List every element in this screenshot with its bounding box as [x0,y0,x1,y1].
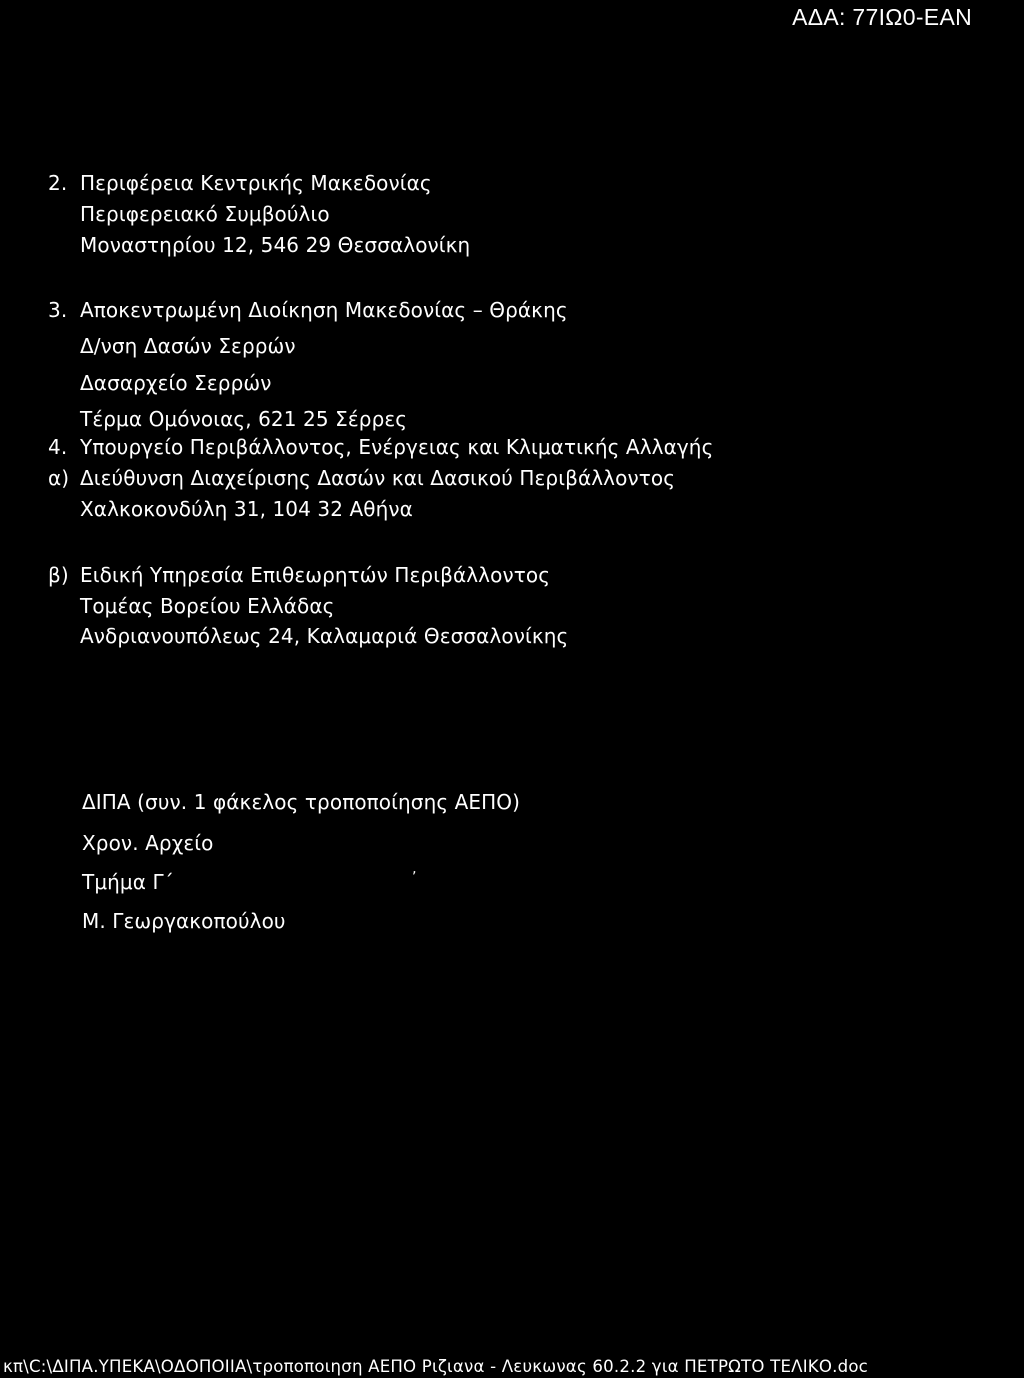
internal-distribution-1: ΔΙΠΑ (συν. 1 φάκελος τροποποίησης ΑΕΠΟ) [82,790,521,814]
ada-code: ΑΔΑ: 77ΙΩ0-ΕΑΝ [792,4,972,30]
recipient-4a-line-1: α) Διεύθυνση Διαχείρισης Δασών και Δασικού Περιβάλλοντος [48,466,676,490]
recipient-4a-line-2: Χαλκοκονδύλη 31, 104 32 Αθήνα [80,497,413,521]
recipient-3-line-4: Τέρμα Ομόνοιας, 621 25 Σέρρες [80,407,408,431]
recipient-3-line-3: Δασαρχείο Σερρών [80,371,272,395]
footer-file-path: κπ\C:\ΔΙΠΑ.ΥΠΕΚΑ\ΟΔΟΠΟΙΙΑ\τροποποιηση ΑΕΠΟ Ριζιανα - Λευκωνας 60.2.2 για ΠΕΤΡΩΤΟ ΤΕΛΙΚΟ.doc [3,1357,869,1376]
recipient-2-line-3: Μοναστηρίου 12, 546 29 Θεσσαλονίκη [80,233,471,257]
recipient-4b-line-3: Ανδριανουπόλεως 24, Καλαμαριά Θεσσαλονίκης [80,624,569,648]
internal-distribution-2: Χρον. Αρχείο [82,831,214,855]
recipient-2-line-1: 2. Περιφέρεια Κεντρικής Μακεδονίας [48,171,432,195]
recipient-2-line-2: Περιφερειακό Συμβούλιο [80,202,330,226]
recipient-4b-line-1: β) Ειδική Υπηρεσία Επιθεωρητών Περιβάλλοντος [48,563,551,587]
recipient-4b-label: β) [48,563,69,587]
recipient-3-line-2: Δ/νση Δασών Σερρών [80,334,296,358]
recipient-4-title: 4. Υπουργείο Περιβάλλοντος, Ενέργειας και Κλιματικής Αλλαγής [48,435,714,459]
recipient-2-number: 2. [48,171,68,195]
stray-mark: ‚ [412,861,417,877]
recipient-3-number: 3. [48,298,68,322]
recipient-4b-line-2: Τομέας Βορείου Ελλάδας [80,594,335,618]
recipient-3-line-1: 3. Αποκεντρωμένη Διοίκηση Μακεδονίας – Θράκης [48,298,568,322]
recipient-4a-label: α) [48,466,70,490]
internal-distribution-3: Τμήμα Γ΄ [82,870,174,894]
recipient-4-number: 4. [48,435,68,459]
internal-distribution-4: Μ. Γεωργακοπούλου [82,909,286,933]
